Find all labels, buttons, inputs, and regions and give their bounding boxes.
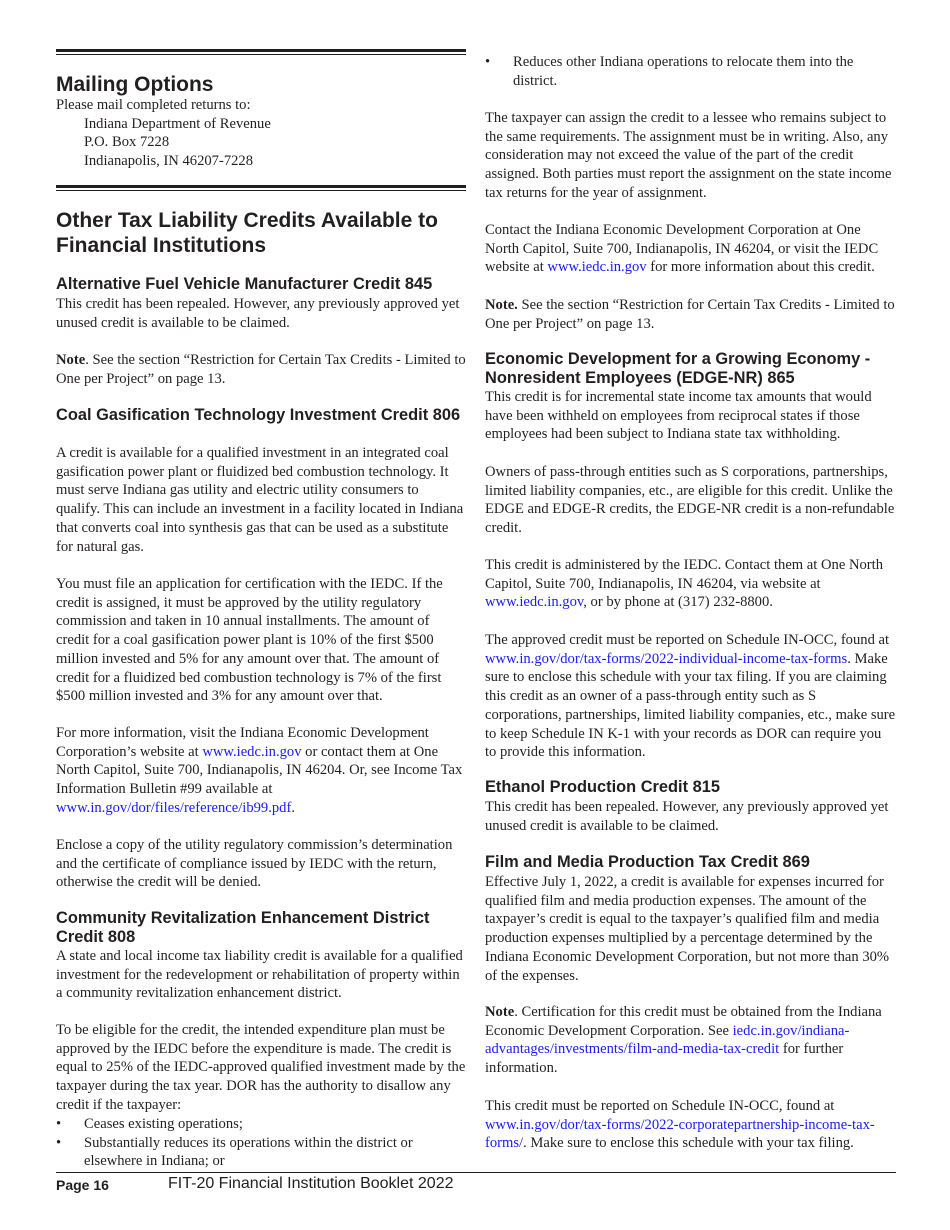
afv-paragraph: This credit has been repealed. However, any previously approved yet unused credit is available to be claimed. bbox=[56, 296, 460, 331]
edge-p3-text-a: This credit is administered by the IEDC. Contact them at One North Capitol, Suite 700, Indianapolis, IN 46204, via website at bbox=[485, 557, 883, 592]
coal-paragraph-3 bbox=[56, 724, 466, 818]
mailing-block bbox=[56, 96, 466, 171]
cred-p4-text-a: Contact the Indiana Economic Development Corporation at One North Capitol, Suite 700, Indianapolis, IN 46204, or visit the IEDC website at bbox=[485, 222, 879, 276]
iedc-link[interactable]: www.iedc.in.gov bbox=[202, 743, 302, 760]
cred-bullet-list bbox=[56, 1115, 466, 1171]
list-item: • Substantially reduces its operations within the district or elsewhere in Indiana; or bbox=[56, 1134, 466, 1171]
cred-paragraph-4 bbox=[485, 221, 896, 277]
ethanol-paragraph: This credit has been repealed. However, any previously approved yet unused credit is available to be claimed. bbox=[485, 799, 889, 834]
footer-rule bbox=[56, 1172, 896, 1173]
cred-heading: Community Revitalization Enhancement District Credit 808 bbox=[56, 909, 430, 946]
cred-note-text: See the section “Restriction for Certain Tax Credits - Limited to One per Project” on page 13. bbox=[485, 297, 895, 332]
mailing-intro: Please mail completed returns to: bbox=[56, 97, 251, 113]
edge-heading: Economic Development for a Growing Economy - Nonresident Employees (EDGE-NR) 865 bbox=[485, 350, 871, 387]
afv-heading: Alternative Fuel Vehicle Manufacturer Credit 845 bbox=[56, 275, 433, 293]
film-note-label: Note bbox=[485, 1004, 515, 1020]
cred-note-label: Note. bbox=[485, 297, 518, 313]
edge-p4-text-b: . Make sure to enclose this schedule with your tax filing. If you are claiming this credit as an owner of a pass-through entity such as S corporations, partnerships, limited liability companies, etc., make sure to keep Schedule IN K-1 with your records as DOR can require you to provide this information. bbox=[485, 650, 896, 761]
ethanol-heading: Ethanol Production Credit 815 bbox=[485, 778, 720, 796]
list-item: • Reduces other Indiana operations to relocate them into the district. bbox=[485, 53, 896, 90]
address-line-1: Indiana Department of Revenue bbox=[84, 115, 271, 132]
coal-paragraph-1: A credit is available for a qualified investment in an integrated coal gasification power plant or fluidized bed combustion technology. It must serve Indiana gas utility and electric utility consumers to qualify. This can include an investment in a facility located in Indiana that converts coal into synthesis gas that can be used as a substitute for natural gas. bbox=[56, 445, 464, 555]
coal-paragraph-4: Enclose a copy of the utility regulatory commission’s determination and the certificate of compliance issued by IEDC with the return, otherwise the credit will be denied. bbox=[56, 837, 453, 891]
cred-note bbox=[485, 296, 896, 333]
film-note bbox=[485, 1003, 896, 1078]
film-heading: Film and Media Production Tax Credit 869 bbox=[485, 853, 810, 871]
cred-paragraph-2: To be eligible for the credit, the intended expenditure plan must be approved by the IEDC before the expenditure is made. The credit is equal to 25% of the IEDC-approved qualified investment made by the taxpayer during the tax year. DOR has the authority to disallow any credit if the taxpayer: bbox=[56, 1022, 466, 1113]
edge-paragraph-1: This credit is for incremental state income tax amounts that would have been withheld on employees from reciprocal states if those employees had been subject to Indiana state tax withholding. bbox=[485, 389, 872, 443]
top-rule bbox=[56, 49, 466, 55]
coal-paragraph-2: You must file an application for certification with the IEDC. If the credit is assigned, it must be approved by the utility regulatory commission and taken in 10 annual installments. The amount of credit for a coal gasification power plant is 10% of the first $500 million invested and 5% for any amount over that. The amount of credit for a fluidized bed combustion technology is 7% of the first $500 million invested and 3% for any amount over that. bbox=[56, 576, 443, 705]
page-number: Page 16 bbox=[56, 1177, 109, 1193]
film-note-text-a: . Certification for this credit must be obtained from the Indiana Economic Development Corporation. See bbox=[485, 1004, 882, 1039]
edge-paragraph-3 bbox=[485, 556, 896, 612]
iedc-link[interactable]: www.iedc.in.gov bbox=[547, 259, 647, 276]
iedc-link[interactable]: www.iedc.in.gov bbox=[485, 594, 584, 611]
booklet-title: FIT-20 Financial Institution Booklet 2022 bbox=[168, 1175, 454, 1192]
section-rule bbox=[56, 185, 466, 191]
cred-bullet-list-continued bbox=[485, 53, 896, 90]
edge-paragraph-2: Owners of pass-through entities such as S corporations, partnerships, limited liability companies, etc., are eligible for this credit. Unlike the EDGE and EDGE-R credits, the EDGE-NR credit is a non-refundable credit. bbox=[485, 464, 895, 537]
edge-paragraph-4 bbox=[485, 631, 896, 762]
afv-note-text: . See the section “Restriction for Certain Tax Credits - Limited to One per Project” on page 13. bbox=[56, 352, 466, 387]
mailing-heading: Mailing Options bbox=[56, 73, 214, 96]
film-p3-text-a: This credit must be reported on Schedule IN-OCC, found at bbox=[485, 1098, 835, 1114]
afv-note bbox=[56, 351, 466, 388]
coal-p3-text-b: or contact them at One North Capitol, Suite 700, Indianapolis, IN 46204. Or, see Income Tax Information Bulletin #99 available at bbox=[56, 743, 463, 798]
film-paragraph-3 bbox=[485, 1097, 896, 1153]
film-p3-text-b: . Make sure to enclose this schedule with your tax filing. bbox=[523, 1135, 854, 1152]
list-item: • Ceases existing operations; bbox=[56, 1115, 466, 1134]
film-tax-credit-link[interactable]: iedc.in.gov/indiana-advantages/investments/film-and-media-tax-credit bbox=[485, 1022, 850, 1058]
edge-p3-text-b: , or by phone at (317) 232-8800. bbox=[583, 594, 773, 611]
address-line-2: P.O. Box 7228 bbox=[84, 134, 170, 151]
coal-p3-text-c: . bbox=[291, 799, 295, 816]
cred-paragraph-3: The taxpayer can assign the credit to a lessee who remains subject to the same requirements. The assignment must be in writing. Also, any consideration may not exceed the value of the part of the credit assigned. Both parties must report the assignment on the state income tax returns for the year of assignment. bbox=[485, 110, 892, 201]
ib99-link[interactable]: www.in.gov/dor/files/reference/ib99.pdf bbox=[56, 799, 292, 816]
corporate-tax-forms-link[interactable]: www.in.gov/dor/tax-forms/2022-corporatepartnership-income-tax-forms/ bbox=[485, 1116, 875, 1152]
address-line-3: Indianapolis, IN 46207-7228 bbox=[84, 153, 254, 170]
coal-p3-text-a: For more information, visit the Indiana Economic Development Corporation’s website at bbox=[56, 725, 429, 760]
cred-p4-text-b: for more information about this credit. bbox=[646, 259, 875, 276]
cred-paragraph-1: A state and local income tax liability credit is available for a qualified investment for the redevelopment or rehabilitation of property within a community revitalization enhancement district. bbox=[56, 948, 463, 1002]
film-note-text-b: for further information. bbox=[485, 1041, 844, 1077]
film-paragraph-1: Effective July 1, 2022, a credit is available for expenses incurred for qualified film and media production expenses. The amount of the taxpayer’s credit is equal to the taxpayer’s qualified film and media production expenses multiplied by a percentage determined by the Indiana Economic Development Corporation, but not more than 30% of the expenses. bbox=[485, 874, 890, 984]
section-heading: Other Tax Liability Credits Available to Financial Institutions bbox=[56, 209, 438, 257]
afv-note-label: Note bbox=[56, 352, 86, 368]
edge-p4-text-a: The approved credit must be reported on Schedule IN-OCC, found at bbox=[485, 632, 890, 648]
coal-heading: Coal Gasification Technology Investment Credit 806 bbox=[56, 406, 461, 424]
individual-tax-forms-link[interactable]: www.in.gov/dor/tax-forms/2022-individual-income-tax-forms bbox=[485, 650, 848, 667]
